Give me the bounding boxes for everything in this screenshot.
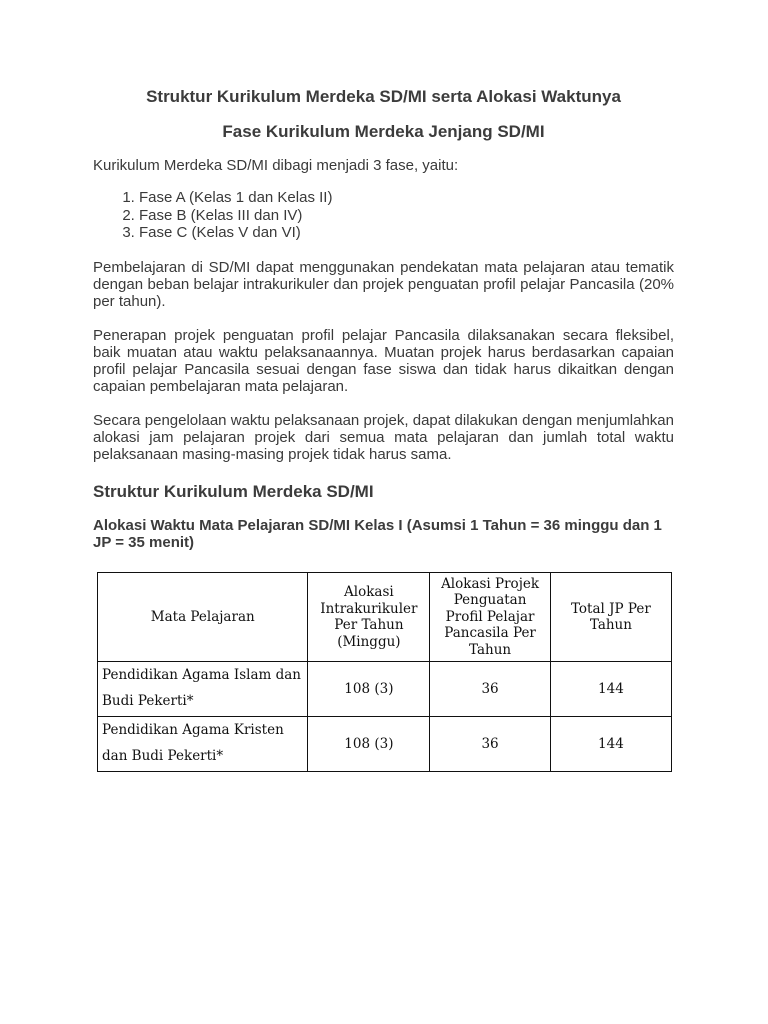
section-heading: Struktur Kurikulum Merdeka SD/MI <box>93 481 374 501</box>
table-header-row <box>98 573 672 662</box>
table-cell: 144 <box>550 717 671 772</box>
list-item: 1. Fase A (Kelas 1 dan Kelas II) <box>139 189 674 207</box>
body-paragraph: Penerapan projek penguatan profil pelajar Pancasila dilaksanakan secara fleksibel, baik muatan atau waktu pelaksanaannya. Muatan projek harus berdasarkan capaian profil pelajar Pancasila sesuai dengan fase siswa dan tidak harus dikaitkan dengan capaian pembelajaran mata pelajaran. <box>93 326 674 395</box>
table-row <box>98 717 672 772</box>
table-cell: 36 <box>430 662 551 717</box>
table-cell: 36 <box>430 717 551 772</box>
table-row <box>98 662 672 717</box>
list-item: 3. Fase C (Kelas V dan VI) <box>139 224 674 242</box>
allocation-table <box>97 572 672 772</box>
phase-list <box>93 189 674 242</box>
intro-paragraph: Kurikulum Merdeka SD/MI dibagi menjadi 3 fase, yaitu: <box>93 157 459 174</box>
table-heading: Alokasi Waktu Mata Pelajaran SD/MI Kelas I (Asumsi 1 Tahun = 36 minggu dan 1 JP = 35 menit) <box>93 516 662 551</box>
table-header-cell: Alokasi Intrakurikuler Per Tahun (Minggu) <box>308 573 430 662</box>
document-title: Struktur Kurikulum Merdeka SD/MI serta Alokasi Waktunya <box>146 87 621 106</box>
table-header-cell: Total JP Per Tahun <box>550 573 671 662</box>
table-cell: 108 (3) <box>308 662 430 717</box>
document-subtitle: Fase Kurikulum Merdeka Jenjang SD/MI <box>222 122 545 141</box>
table-cell-subject: Pendidikan Agama Kristen dan Budi Pekerti* <box>98 717 308 772</box>
table-cell: 108 (3) <box>308 717 430 772</box>
table-cell: 144 <box>550 662 671 717</box>
document-body <box>93 86 674 551</box>
table-cell-subject: Pendidikan Agama Islam dan Budi Pekerti* <box>98 662 308 717</box>
body-paragraph: Pembelajaran di SD/MI dapat menggunakan pendekatan mata pelajaran atau tematik dengan beban belajar intrakurikuler dan projek penguatan profil pelajar Pancasila (20% per tahun). <box>93 258 674 310</box>
table-header-cell: Mata Pelajaran <box>98 573 308 662</box>
table-header-cell: Alokasi Projek Penguatan Profil Pelajar Pancasila Per Tahun <box>430 573 551 662</box>
body-paragraph: Secara pengelolaan waktu pelaksanaan projek, dapat dilakukan dengan menjumlahkan alokasi jam pelajaran projek dari semua mata pelajaran dan jumlah total waktu pelaksanaan masing-masing projek tidak harus sama. <box>93 411 674 463</box>
list-item: 2. Fase B (Kelas III dan IV) <box>139 207 674 225</box>
